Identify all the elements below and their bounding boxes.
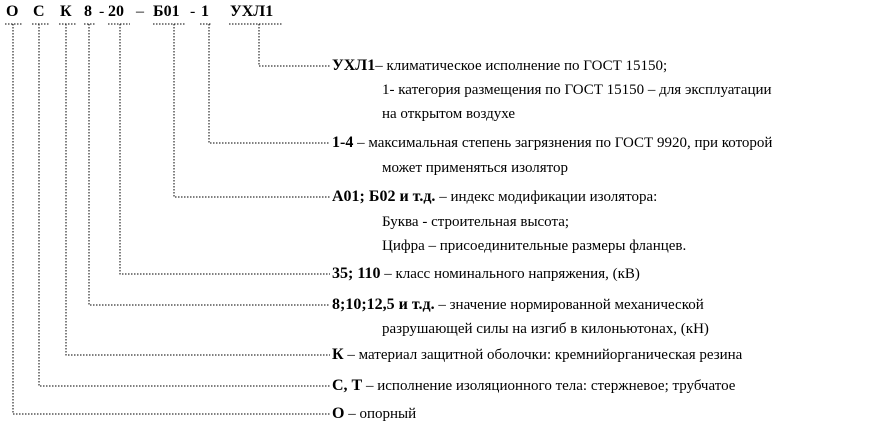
entry-1-4 (332, 134, 772, 152)
entry-text: – значение нормированной механической (434, 297, 704, 313)
entry-key: О (332, 405, 345, 422)
entry-uhl1 (332, 57, 667, 75)
entry-key: 35; 110 (332, 265, 381, 282)
leader-20 (120, 24, 330, 274)
entry-key: 8;10;12,5 и т.д. (332, 296, 435, 313)
entry-modification-line3: Цифра – присоединительные размеры фланцев. (382, 238, 687, 254)
code-segment-s: С (33, 3, 45, 20)
entry-1-4-line2: может применяться изолятор (382, 160, 568, 176)
entry-body-type (332, 377, 735, 395)
code-segment-k: К (60, 3, 72, 20)
entry-key: С, Т (332, 377, 363, 394)
code-separator: – (136, 3, 144, 20)
leader-1-4 (209, 24, 330, 143)
entry-voltage-class (332, 265, 640, 283)
entry-text: – материал защитной оболочки: кремнийорганическая резина (343, 347, 743, 363)
entry-modification (332, 188, 657, 206)
entry-modification-line2: Буква - строительная высота; (382, 214, 570, 230)
entry-text: – индекс модификации изолятора: (435, 189, 658, 205)
code-separator: - (190, 3, 196, 20)
leader-s (39, 24, 330, 386)
code-segment-o: О (6, 3, 19, 20)
entry-key: А01; Б02 и т.д. (332, 188, 436, 205)
entry-key: К (332, 346, 344, 363)
entry-uhl1-line2: 1- категория размещения по ГОСТ 15150 – для эксплуатации (382, 82, 772, 98)
code-segment-1: 1 (201, 3, 209, 20)
entry-support (332, 405, 416, 423)
entry-text: – исполнение изоляционного тела: стержневое; трубчатое (362, 378, 736, 394)
code-segment-uhl1: УХЛ1 (230, 3, 274, 20)
entry-text: – климатическое исполнение по ГОСТ 15150; (375, 58, 668, 74)
leader-uhl1 (259, 24, 330, 66)
code-separator: - (99, 3, 105, 20)
entry-uhl1-line3: на открытом воздухе (382, 106, 516, 122)
entry-text: – класс номинального напряжения, (кВ) (380, 266, 640, 282)
code-segment-8: 8 (84, 3, 92, 20)
entry-mechanical-force-line2: разрушающей силы на изгиб в килоньютонах, (кН) (382, 321, 709, 337)
leader-b01 (174, 24, 330, 197)
entry-text: – опорный (344, 406, 417, 422)
code-segment-b01: Б01 (153, 3, 180, 20)
entry-shell-material (332, 346, 742, 364)
entry-mechanical-force (332, 296, 704, 314)
entry-key: 1-4 (332, 134, 354, 151)
entry-text: – максимальная степень загрязнения по ГОСТ 9920, при которой (353, 135, 773, 151)
code-segment-20: 20 (108, 3, 124, 20)
entry-key: УХЛ1 (332, 57, 376, 74)
